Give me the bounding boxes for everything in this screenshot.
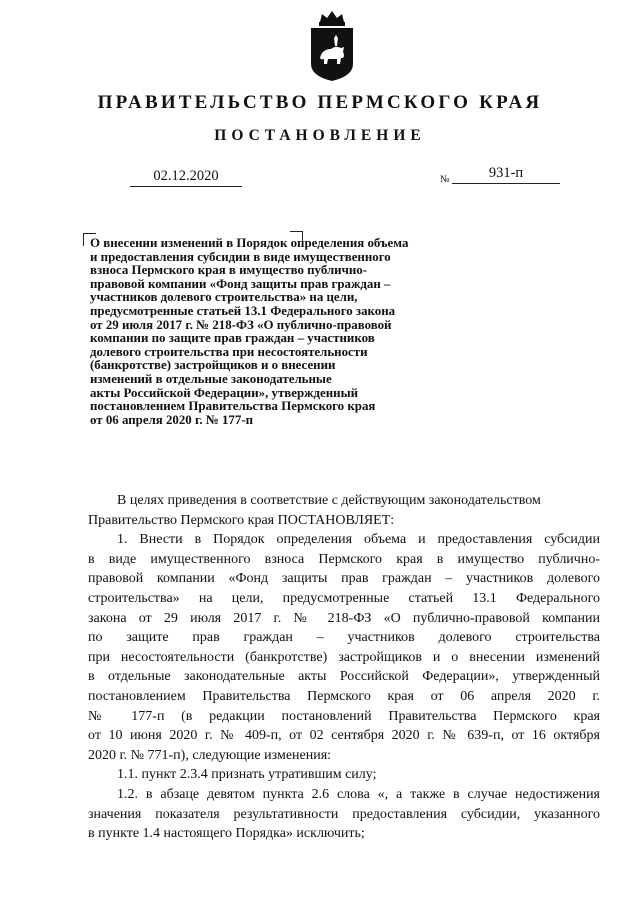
body-line: 1.2. в абзаце девятом пункта 2.6 слова «, а также в случае недостижения [117,786,600,802]
body-line: в пункте 1.4 настоящего Порядка» исключить; [88,826,365,842]
body-line: 2020 г. № 771-п), следующие изменения: [88,747,332,763]
body-line: по защите прав граждан – участников долевого строительства [88,630,600,646]
subject-line: взноса Пермского края в имущество публично- [90,263,368,278]
body-line: В целях приведения в соответствие с действующим законодательством [117,493,541,508]
subject-line: изменений в отдельные законодательные [90,371,332,386]
subject-line: долевого строительства при несостоятельности [90,344,368,359]
subject-line: (банкротстве) застройщиков и о внесении [90,358,336,373]
body-line: от 10 июня 2020 г. № 409-п, от 02 сентября 2020 г. № 639-п, от 16 октября [88,728,600,744]
body-line: строительства» на цели, предусмотренные статьей 13.1 Федерального [88,590,600,606]
subject-line: акты Российской Федерации», утвержденный [90,385,359,400]
body-line: закона от 29 июля 2017 г. № 218-ФЗ «О публично-правовой компании [88,610,600,626]
body-line: значения показателя результативности предоставления субсидии, указанного [88,806,600,822]
subject-line: О внесении изменений в Порядок определения объема [90,236,409,250]
document-number: 931-п [452,165,560,184]
subject-line: и предоставления субсидии в виде имущественного [90,249,391,264]
body-line: в отдельные законодательные акты Российской Федерации», утвержденный [88,669,600,685]
subject-line: компании по защите прав граждан – участников [90,331,375,346]
subject-line: постановлением Правительства Пермского края [90,399,376,414]
body-line: постановлением Правительства Пермского края от 06 апреля 2020 г. [88,688,600,704]
subject-line: от 06 апреля 2020 г. № 177-п [90,412,254,427]
government-title: ПРАВИТЕЛЬСТВО ПЕРМСКОГО КРАЯ [97,92,543,113]
number-label: № [440,174,450,185]
document-type: ПОСТАНОВЛЕНИЕ [214,127,426,144]
coat-of-arms-emblem [306,8,358,82]
subject-line: участников долевого строительства» на цели, [90,290,358,305]
subject-line: от 29 июля 2017 г. № 218-ФЗ «О публично-правовой [90,317,392,332]
body-line: правовой компании «Фонд защиты прав граждан – участников долевого [88,571,600,587]
body-line: 1.1. пункт 2.3.4 признать утратившим силу; [117,767,377,783]
body-line: в виде имущественного взноса Пермского края в имущество публично- [88,551,600,567]
body-line: при несостоятельности (банкротстве) застройщиков и о внесении изменений [88,649,600,665]
subject-line: предусмотренные статьей 13.1 Федерального закона [90,303,396,318]
subject-line: правовой компании «Фонд защиты прав граждан – [90,276,391,291]
body-line: № 177-п (в редакции постановлений Правительства Пермского края [88,708,600,724]
document-body [88,491,600,844]
document-date: 02.12.2020 [130,168,242,187]
body-line: Правительство Пермского края ПОСТАНОВЛЯЕТ: [88,512,395,528]
subject-block [90,237,490,427]
body-line: 1. Внести в Порядок определения объема и предоставления субсидии [117,532,600,548]
